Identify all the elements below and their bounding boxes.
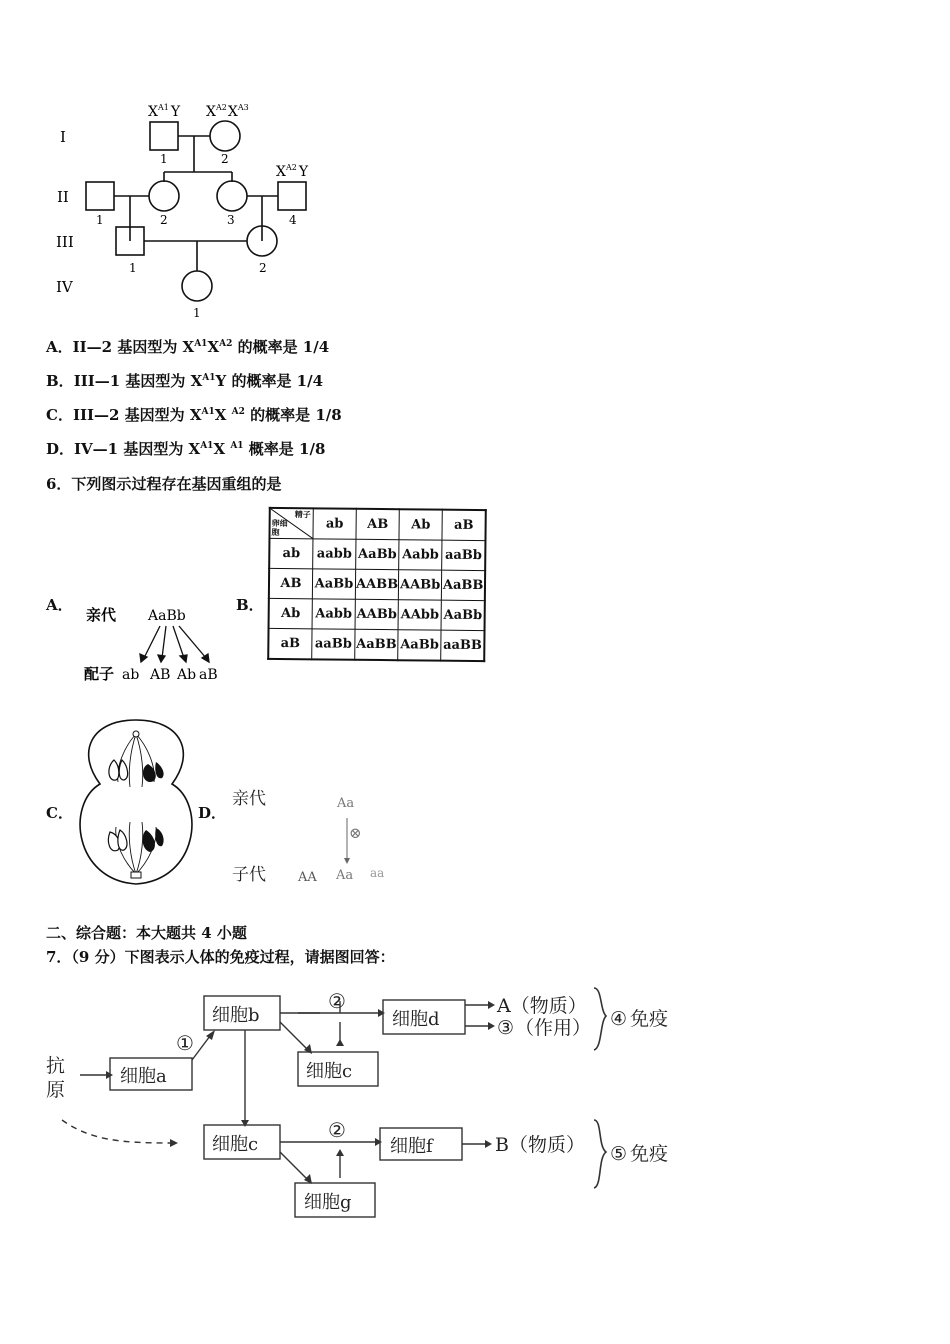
offspring-cell: AaBb (312, 569, 355, 599)
genotype-I1: $X^{A1}$ Y (148, 103, 181, 120)
q6-label-a[interactable]: A． (46, 596, 73, 614)
offspring-cell: aaBb (312, 629, 355, 660)
cell-a: 细胞a (120, 1066, 167, 1087)
pedigree-chart (40, 90, 340, 325)
cell-f: 细胞f (390, 1136, 433, 1157)
offspring-cell: AAbb (398, 600, 441, 630)
offspring-cell: Aabb (399, 540, 442, 570)
parent-genotype: Aa (337, 796, 355, 811)
immunity-label: 免疫 (630, 1008, 669, 1030)
antigen-label: 抗原 (46, 1055, 66, 1101)
parent-label: 亲代 (232, 789, 266, 809)
q6-label-b[interactable]: B． (236, 596, 264, 614)
q5-option-d[interactable]: D．IV—1 基因型为 $X^{A1}X$ $^{A1}$ 概率是 1/8 (46, 440, 326, 458)
q6-option-a-diagram (78, 600, 228, 685)
cell-d: 细胞d (392, 1009, 440, 1030)
parent-genotype: AaBb (148, 608, 186, 624)
cell-b: 细胞b (212, 1005, 260, 1026)
parent-label: 亲代 (86, 606, 117, 624)
gamete: ab (122, 667, 140, 683)
cell-g: 细胞g (304, 1192, 352, 1213)
egg-header: ab (269, 538, 313, 568)
offspring-cell: AaBB (355, 629, 398, 660)
q6-stem: 6．下列图示过程存在基因重组的是 (46, 475, 282, 493)
offspring-cell: AaBb (398, 630, 441, 661)
child-genotype: aa (370, 866, 385, 880)
substance-a: A（物质） (497, 995, 587, 1017)
offspring-cell: AABB (355, 569, 398, 599)
immune-process-diagram (40, 980, 720, 1225)
individual-number: 2 (259, 261, 267, 275)
pedigree-II3-female (217, 181, 247, 211)
offspring-cell: AaBB (441, 570, 485, 600)
pedigree-II2-female (149, 181, 179, 211)
q6-label-c[interactable]: C． (46, 804, 73, 822)
individual-number: 1 (129, 261, 137, 275)
gen-label: I (60, 128, 66, 146)
genotype-I2: $X^{A2}X^{A3}$ (206, 103, 249, 120)
child-label: 子代 (232, 865, 266, 885)
individual-number: 1 (96, 213, 104, 227)
individual-number: 3 (227, 213, 235, 227)
punnett-square (267, 507, 487, 662)
pedigree-I1-male (150, 122, 178, 150)
child-genotype: AA (298, 870, 317, 885)
sperm-header: ab (313, 508, 356, 539)
selfing-symbol: ⊗ (349, 824, 362, 842)
marker-4: ④ (610, 1008, 628, 1030)
offspring-cell: aaBb (442, 540, 486, 570)
gen-label: II (57, 188, 69, 206)
gamete: Ab (177, 667, 197, 683)
pedigree-I2-female (210, 121, 240, 151)
sperm-header: AB (356, 509, 399, 540)
table-row (269, 568, 485, 600)
gen-label: III (56, 233, 74, 251)
q7-stem: 7．（9 分）下图表示人体的免疫过程，请据图回答： (46, 948, 395, 966)
offspring-cell: aaBB (441, 630, 485, 661)
egg-header: AB (269, 568, 313, 598)
immunity-label: 免疫 (630, 1143, 669, 1165)
table-row (268, 628, 484, 661)
individual-number: 2 (160, 213, 168, 227)
offspring-cell: AaBb (441, 600, 485, 630)
individual-number: 4 (289, 213, 297, 227)
offspring-cell: AaBb (356, 539, 399, 569)
offspring-cell: Aabb (312, 599, 355, 629)
section-heading: 二、综合题：本大题共 4 小题 (46, 924, 247, 942)
cell-e: 细胞c (212, 1134, 259, 1155)
gen-label: IV (56, 278, 73, 296)
gamete: aB (199, 667, 218, 683)
q5-option-b[interactable]: B．III—1 基因型为 $X^{A1}Y$ 的概率是 1/4 (46, 372, 324, 390)
q5-option-c[interactable]: C．III—2 基因型为 $X^{A1}X$ $^{A2}$ 的概率是 1/8 (46, 406, 342, 424)
table-row (269, 538, 485, 570)
sperm-header: aB (442, 510, 486, 541)
individual-number: 2 (221, 152, 229, 166)
sperm-header: Ab (399, 509, 442, 540)
egg-header: Ab (269, 598, 313, 628)
child-genotype: Aa (336, 868, 354, 883)
offspring-cell: aabb (313, 539, 356, 569)
substance-b: B（物质） (495, 1134, 585, 1156)
offspring-cell: AABb (355, 599, 398, 629)
cell-c: 细胞c (306, 1061, 353, 1082)
genotype-II4: $X^{A2}$ Y (276, 163, 309, 180)
marker-3: ③ (497, 1017, 515, 1039)
q5-option-a[interactable]: A．II—2 基因型为 $X^{A1}X^{A2}$ 的概率是 1/4 (46, 338, 330, 356)
cell-division-diagram (66, 712, 206, 892)
table-row (269, 598, 485, 630)
pedigree-IV1-female (182, 271, 212, 301)
gamete: AB (150, 667, 171, 683)
marker-2: ② (328, 1118, 346, 1142)
egg-header: aB (268, 628, 312, 659)
offspring-cell: AABb (398, 570, 441, 600)
marker-5: ⑤ (610, 1143, 628, 1165)
pedigree-II1-male (86, 182, 114, 210)
individual-number: 1 (160, 152, 168, 166)
q6-option-d-diagram (226, 780, 396, 890)
pedigree-II4-male (278, 182, 306, 210)
q6-label-d[interactable]: D． (198, 804, 227, 822)
effect-label: （作用） (515, 1017, 592, 1039)
individual-number: 1 (193, 306, 201, 320)
gamete-label: 配子 (84, 665, 115, 683)
punnett-corner: 精子 卵细胞 (269, 508, 313, 539)
marker-2: ② (328, 989, 346, 1013)
marker-1: ① (176, 1031, 194, 1055)
